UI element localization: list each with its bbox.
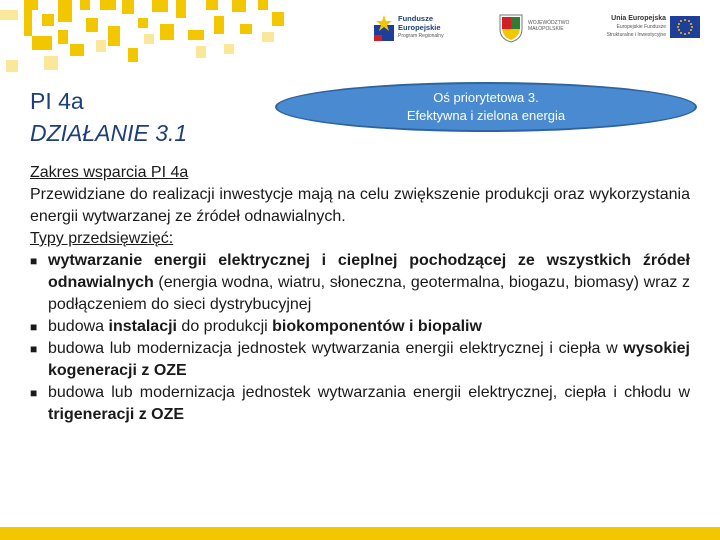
bullet-list: [30, 250, 690, 426]
fe-line2: Europejskie: [398, 23, 441, 32]
b1-bold: wytwarzanie energii elektrycznej i cieplnej pochodzącej ze wszystkich źródeł odnawialnych: [48, 252, 690, 291]
unia-europejska-logo: [598, 10, 702, 46]
decorative-blocks: [0, 0, 300, 90]
fe-emblem-icon: [372, 13, 396, 43]
ue-line3: Strukturalne i Inwestycyjne: [606, 32, 666, 38]
list-item: [30, 250, 690, 316]
b2-a: budowa: [48, 318, 109, 335]
square-bullet-icon: ■: [30, 320, 38, 334]
intro-text: Przewidziane do realizacji inwestycje mają na celu zwiększenie produkcji oraz wykorzystania energii wytwarzanej ze źródeł odnawialnych.: [30, 186, 690, 225]
fe-line1: Fundusze: [398, 14, 433, 23]
b1-rest: (energia wodna, wiatru, słoneczna, geotermalna, biogazu, biomasy) wraz z podłączeniem do sieci dystrybucyjnej: [48, 274, 690, 313]
list-item: [30, 382, 690, 426]
mp-line2: MAŁOPOLSKIE: [528, 26, 564, 32]
fundusze-europejskie-logo: [372, 10, 472, 46]
dzialanie-heading: DZIAŁANIE 3.1: [30, 120, 188, 146]
ellipse-line2: Efektywna i zielona energia: [406, 108, 566, 123]
typy-title: Typy przedsięwzięć:: [30, 230, 174, 247]
mp-line1: WOJEWÓDZTWO: [528, 20, 570, 26]
square-bullet-icon: ■: [30, 386, 38, 400]
b4-a: budowa lub modernizacja jednostek wytwarzania energii elektrycznej, ciepła i chłodu w: [48, 384, 690, 401]
square-bullet-icon: ■: [30, 254, 38, 268]
zakres-title: Zakres wsparcia PI 4a: [30, 164, 189, 181]
eu-flag-icon: [670, 16, 700, 38]
list-item: [30, 338, 690, 382]
b4-bold: trigeneracji z OZE: [48, 406, 185, 423]
pi-heading: PI 4a: [30, 88, 84, 114]
square-bullet-icon: ■: [30, 342, 38, 356]
fe-line3: Program Regionalny: [398, 33, 444, 39]
bottom-yellow-band: [0, 527, 720, 540]
b3-a: budowa lub modernizacja jednostek wytwarzania energii elektrycznej i ciepła w: [48, 340, 624, 357]
main-content: [30, 162, 690, 426]
ellipse-line1: Oś priorytetowa 3.: [433, 90, 539, 105]
logos-row: [372, 10, 702, 46]
b2-bold2: biokomponentów i biopaliw: [272, 318, 482, 335]
coat-of-arms-icon: [498, 13, 524, 43]
b3-bold: wysokiej kogeneracji z OZE: [48, 340, 690, 379]
ue-line2: Europejskie Fundusze: [616, 24, 666, 30]
priority-axis-ellipse: [275, 82, 697, 132]
b2-bold1: instalacji: [108, 318, 177, 335]
malopolska-logo: [492, 10, 592, 46]
ue-line1: Unia Europejska: [611, 15, 666, 22]
b2-b: do produkcji: [176, 318, 273, 335]
list-item: [30, 316, 690, 338]
